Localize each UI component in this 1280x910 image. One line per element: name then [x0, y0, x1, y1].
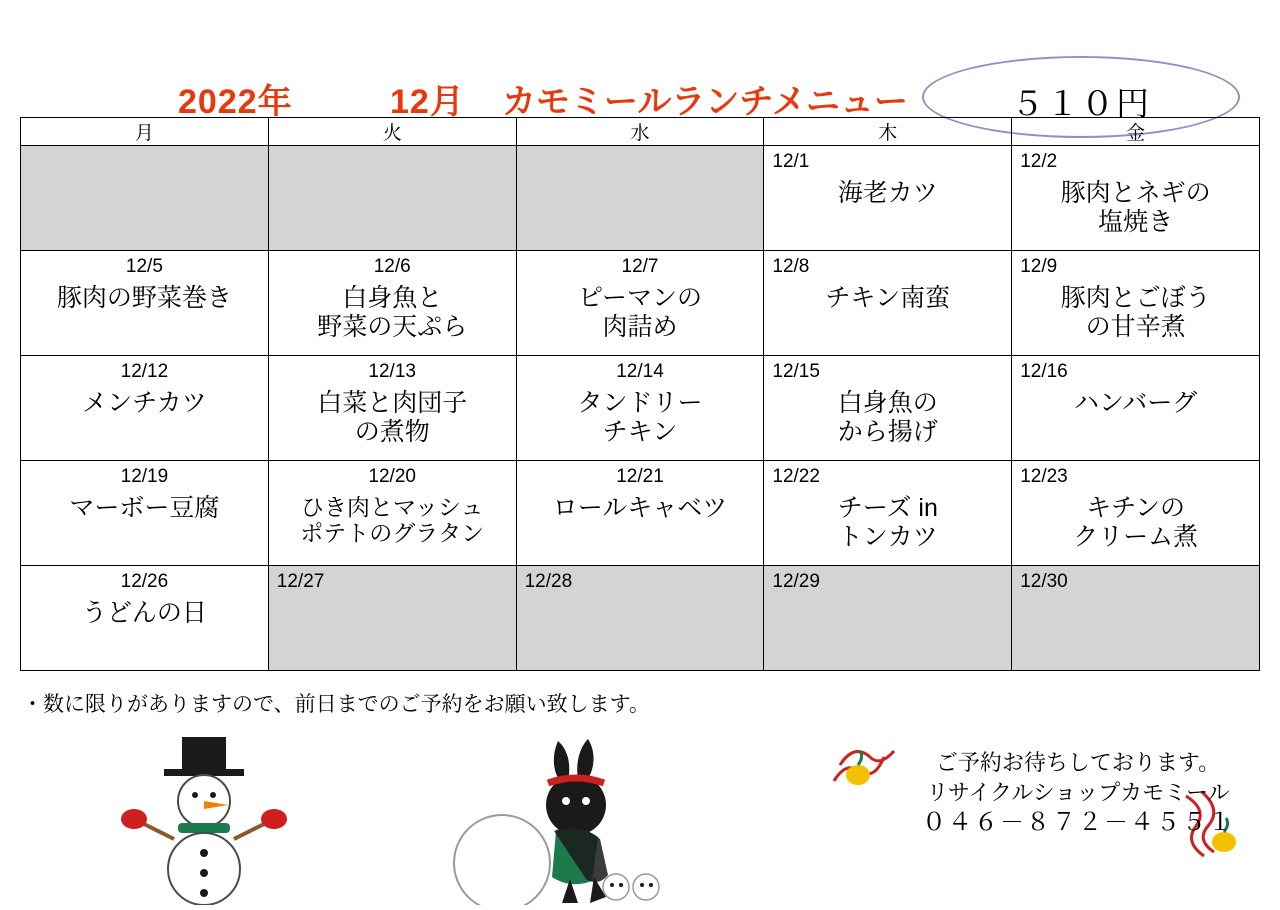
calendar-cell-date: 12/9 [1020, 256, 1058, 277]
page-title: カモミールランチメニュー [502, 83, 908, 121]
weekday-header-wed: 水 [516, 118, 764, 146]
calendar-cell-menu: 白身魚と 野菜の天ぷら [317, 284, 468, 341]
calendar-cell-date: 12/15 [772, 361, 820, 382]
calendar-cell-date: 12/5 [125, 256, 163, 277]
calendar-cell [21, 146, 269, 251]
contact-block [922, 748, 1234, 840]
calendar-cell-date: 12/21 [616, 466, 664, 487]
calendar-cell [21, 356, 269, 461]
calendar-cell-date: 12/30 [1020, 571, 1068, 592]
contact-line-1: ご予約お待ちしております。 [935, 750, 1221, 775]
calendar-cell [21, 566, 269, 671]
calendar-cell [268, 251, 516, 356]
calendar-cell-date: 12/1 [772, 151, 810, 172]
calendar-week-row [21, 356, 1260, 461]
calendar-cell-date: 12/29 [772, 571, 820, 592]
calendar-cell [268, 356, 516, 461]
calendar-cell-menu: うどんの日 [81, 599, 207, 627]
calendar-cell-date: 12/26 [120, 571, 169, 592]
calendar-cell-date: 12/13 [368, 361, 416, 382]
calendar-cell-date: 12/6 [373, 256, 411, 277]
calendar-cell [516, 251, 764, 356]
calendar-cell [764, 356, 1012, 461]
calendar-cell [268, 566, 516, 671]
contact-phone: ０４６－８７２－４５５１ [922, 809, 1234, 837]
calendar-cell [764, 566, 1012, 671]
weekday-header-fri: 金 [1012, 118, 1260, 146]
calendar-cell-menu: ひき肉とマッシュ ポテトのグラタン [300, 494, 485, 547]
calendar-week-row [21, 146, 1260, 251]
calendar-cell-menu: ピーマンの 肉詰め [577, 284, 702, 341]
calendar-cell-menu: ハンバーグ [1073, 389, 1198, 417]
calendar-cell-menu: キチンの クリーム煮 [1073, 494, 1199, 551]
calendar-cell [516, 566, 764, 671]
snowman-icon [120, 735, 300, 905]
calendar-cell [764, 251, 1012, 356]
calendar-cell-date: 12/2 [1020, 151, 1058, 172]
price-label: ５１０円 [1011, 85, 1151, 122]
calendar-cell-date: 12/7 [621, 256, 659, 277]
calendar-week-row [21, 461, 1260, 566]
calendar-cell-date: 12/22 [772, 466, 820, 487]
calendar-cell-date: 12/20 [368, 466, 416, 487]
title-month: 12月 [390, 83, 465, 121]
calendar-cell-menu: マーボー豆腐 [69, 494, 220, 522]
calendar-cell [516, 146, 764, 251]
contact-line-2: リサイクルショップカモミール [926, 779, 1230, 805]
calendar-cell-date: 12/27 [276, 571, 325, 592]
calendar-cell-menu: 白菜と肉団子 の煮物 [317, 389, 468, 446]
calendar-cell-menu: チキン南蛮 [825, 284, 951, 312]
ribbon-icon-left [830, 735, 900, 795]
calendar-body [21, 146, 1260, 671]
calendar-cell-date: 12/12 [120, 361, 169, 382]
calendar-cell-date: 12/16 [1020, 361, 1068, 382]
rabbit-icon [430, 735, 680, 905]
calendar-cell [764, 461, 1012, 566]
title-year: 2022年 [178, 83, 293, 121]
calendar-cell-menu: 豚肉とネギの 塩焼き [1060, 179, 1211, 236]
calendar-cell [268, 146, 516, 251]
calendar-week-row [21, 251, 1260, 356]
calendar-cell-menu: メンチカツ [82, 389, 207, 417]
reservation-note: ・数に限りがありますので、前日までのご予約をお願い致します。 [22, 693, 650, 716]
calendar-cell [764, 146, 1012, 251]
calendar-cell-menu: チーズ in トンカツ [837, 494, 938, 551]
calendar-week-row [21, 566, 1260, 671]
calendar-cell-date: 12/8 [772, 256, 810, 277]
calendar-cell-menu: 豚肉の野菜巻き [56, 284, 232, 312]
calendar-cell [1012, 461, 1260, 566]
calendar-cell [21, 251, 269, 356]
calendar-cell [1012, 356, 1260, 461]
weekday-header-row [21, 118, 1260, 146]
calendar-cell-date: 12/19 [120, 466, 169, 487]
calendar-cell-date: 12/28 [524, 571, 573, 592]
calendar-cell-date: 12/23 [1020, 466, 1068, 487]
calendar-cell-menu: 白身魚の から揚げ [837, 389, 938, 446]
weekday-header-thu: 木 [764, 118, 1012, 146]
page-header [0, 30, 1280, 122]
weekday-header-tue: 火 [268, 118, 516, 146]
calendar-cell [516, 461, 764, 566]
calendar-cell [1012, 251, 1260, 356]
calendar-cell [516, 356, 764, 461]
calendar-cell-menu: 海老カツ [837, 179, 938, 207]
calendar-cell-date: 12/14 [616, 361, 664, 382]
calendar-cell-menu: タンドリー チキン [577, 389, 703, 446]
calendar-cell-menu: 豚肉とごぼう の甘辛煮 [1060, 284, 1211, 341]
calendar-cell [268, 461, 516, 566]
calendar-cell-menu: ロールキャベツ [552, 494, 728, 522]
calendar-cell [21, 461, 269, 566]
calendar-cell [1012, 566, 1260, 671]
weekday-header-mon: 月 [21, 118, 269, 146]
calendar-cell [1012, 146, 1260, 251]
lunch-menu-calendar [20, 117, 1260, 671]
